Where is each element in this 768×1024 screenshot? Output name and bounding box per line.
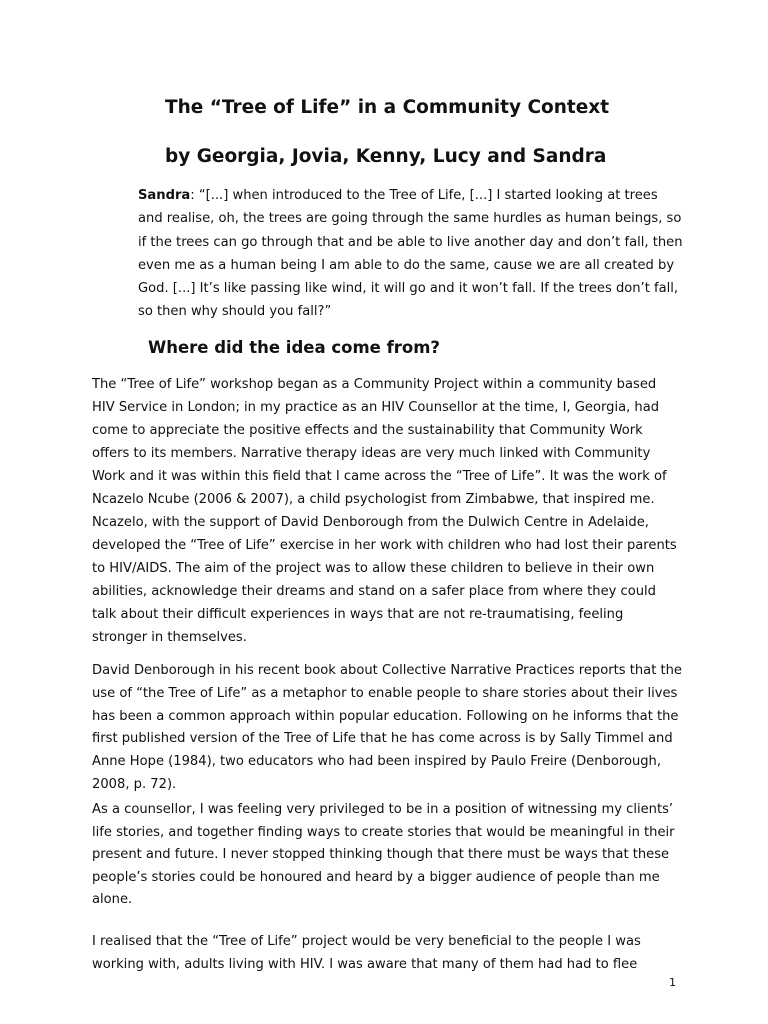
body-paragraph: As a counsellor, I was feeling very privileged to be in a position of witnessing my clients’ life stories, and together finding ways to create stories that would be meaningful in their present and future. I never stopped thinking though that there must be ways that these people’s stories could be honoured and heard by a bigger audience of people than me alone. bbox=[92, 802, 675, 908]
body-paragraph: I realised that the “Tree of Life” project would be very beneficial to the people I was working with, adults living with HIV. I was aware that many of them had had to flee bbox=[92, 934, 641, 972]
quote-text: : “[...] when introduced to the Tree of Life, [...] I started looking at trees and realise, oh, the trees are going through the same hurdles as human beings, so if the trees can go through that and be able to live another day and don’t fall, then even me as a human being I am able to do the same, cause we are all created by God. [...] It’s like passing like wind, it will go and it won’t fall. If the trees don’t fall, so then why should you fall?” bbox=[138, 188, 683, 320]
quote-speaker: Sandra bbox=[138, 188, 191, 203]
document-title: The “Tree of Life” in a Community Context bbox=[165, 97, 610, 118]
opening-quote bbox=[138, 184, 686, 324]
page-number: 1 bbox=[669, 976, 676, 989]
body-paragraph: David Denborough in his recent book about Collective Narrative Practices reports that the use of “the Tree of Life” as a metaphor to enable people to share stories about their lives has been a common approach within popular education. Following on he informs that the first published version of the Tree of Life that he has come across is by Sally Timmel and Anne Hope (1984), two educators who had been inspired by Paulo Freire (Denborough, 2008, p. 72). bbox=[92, 663, 682, 792]
section-heading: Where did the idea come from? bbox=[148, 338, 440, 357]
document-authors: by Georgia, Jovia, Kenny, Lucy and Sandra bbox=[165, 146, 607, 167]
body-paragraph: The “Tree of Life” workshop began as a Community Project within a community based HIV Service in London; in my practice as an HIV Counsellor at the time, I, Georgia, had come to appreciate the positive effects and the sustainability that Community Work offers to its members. Narrative therapy ideas are very much linked with Community Work and it was within this field that I came across the “Tree of Life”. It was the work of Ncazelo Ncube (2006 & 2007), a child psychologist from Zimbabwe, that inspired me. Ncazelo, with the support of David Denborough from the Dulwich Centre in Adelaide, developed the “Tree of Life” exercise in her work with children who had lost their parents to HIV/AIDS. The aim of the project was to allow these children to believe in their own abilities, acknowledge their dreams and stand on a safer place from where they could talk about their difficult experiences in ways that are not re-traumatising, feeling stronger in themselves. bbox=[92, 377, 677, 645]
